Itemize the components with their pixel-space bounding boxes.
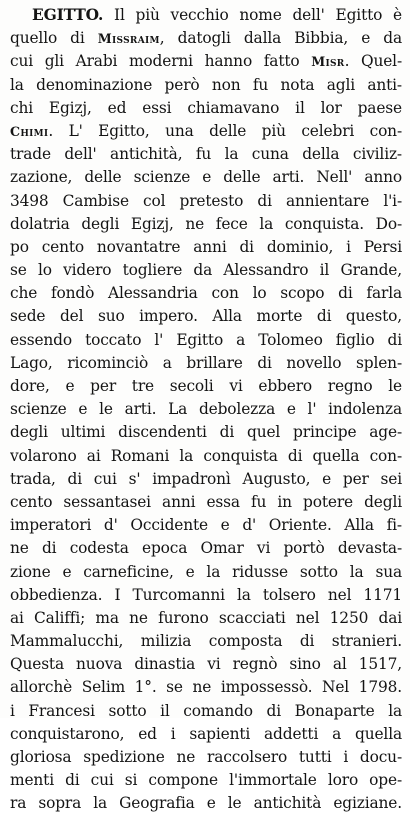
text-segment: essendo toccato l' Egitto a Tolomeo figlio di — [10, 330, 402, 349]
text-line — [10, 97, 402, 120]
small-caps-term: Chimi — [10, 123, 49, 139]
text-segment: se lo videro togliere da Alessandro il Grande, — [10, 261, 402, 280]
text-line — [10, 700, 402, 723]
text-segment: menti di cui si compone l'immortale loro ope- — [10, 771, 402, 790]
text-line — [10, 769, 402, 792]
text-line — [10, 723, 402, 746]
text-segment: cui gli Arabi moderni hanno fatto — [10, 52, 312, 71]
text-line — [10, 421, 402, 444]
text-segment: po cento novantatre anni di dominio, i Persi — [10, 237, 402, 256]
text-line — [10, 630, 402, 653]
text-segment: . Quel- — [344, 52, 402, 71]
text-segment: ra sopra la Geografia e le antichità egiziane. — [10, 794, 402, 813]
text-segment: cento sessantasei anni essa fu in potere degli — [10, 492, 402, 511]
text-line — [10, 607, 402, 630]
text-line — [10, 792, 402, 815]
text-line — [10, 514, 402, 537]
text-segment: , datogli dalla Bibbia, e da — [159, 29, 402, 48]
text-line — [10, 491, 402, 514]
text-line — [10, 74, 402, 97]
text-line — [10, 352, 402, 375]
text-line — [10, 305, 402, 328]
text-line — [10, 445, 402, 468]
article-egitto — [10, 4, 402, 816]
small-caps-term: Misr — [311, 54, 345, 70]
text-line — [10, 282, 402, 305]
text-line — [10, 143, 402, 166]
text-segment: quello di — [10, 29, 98, 48]
text-line — [10, 213, 402, 236]
text-line — [10, 27, 402, 50]
text-line — [10, 4, 402, 27]
text-segment: i Francesi sotto il comando di Bonaparte la — [10, 701, 402, 720]
text-line — [10, 676, 402, 699]
text-segment: volarono ai Romani la conquista di quella con- — [10, 446, 402, 465]
text-segment: zazione, delle scienze e delle arti. Nell' anno — [10, 168, 402, 187]
text-segment: degli ultimi discendenti di quel principe age- — [10, 423, 402, 442]
text-segment: 3498 Cambise col pretesto di annientare l'i- — [10, 191, 402, 210]
text-segment: la denominazione però non fu nota agli anti- — [10, 75, 402, 94]
text-line — [10, 259, 402, 282]
text-line — [10, 561, 402, 584]
text-line — [10, 166, 402, 189]
text-line — [10, 375, 402, 398]
text-segment: Mammalucchi, milizia composta di stranieri. — [10, 632, 402, 651]
text-segment: Lago, ricominciò a brillare di novello splen- — [10, 353, 402, 372]
text-segment: zione e carneficine, e la ridusse sotto la sua — [10, 562, 402, 581]
text-segment: chi Egizj, ed essi chiamavano il lor paese — [10, 98, 402, 117]
text-line — [10, 653, 402, 676]
text-segment: conquistarono, ed i sapienti addetti a quella — [10, 724, 402, 743]
text-line — [10, 537, 402, 560]
text-line — [10, 746, 402, 769]
article-heading: EGITTO. — [32, 6, 104, 24]
small-caps-term: Missraim — [97, 31, 160, 47]
text-line — [10, 584, 402, 607]
text-line — [10, 190, 402, 213]
text-line — [10, 120, 402, 143]
text-line — [10, 236, 402, 259]
text-segment: imperatori d' Occidente e d' Oriente. Alla fi- — [10, 516, 402, 535]
text-segment: dolatria degli Egizj, ne fece la conquista. Do- — [10, 214, 402, 233]
text-segment: obbedienza. I Turcomanni la tolsero nel 1171 — [10, 585, 402, 604]
text-segment: sede del suo impero. Alla morte di questo, — [10, 307, 402, 326]
text-segment: trade dell' antichità, fu la cuna della civiliz- — [10, 145, 402, 164]
text-line — [10, 50, 402, 73]
text-segment: allorchè Selim 1°. se ne impossessò. Nel 1798. — [10, 678, 402, 697]
text-segment: che fondò Alessandria con lo scopo di farla — [10, 284, 402, 303]
text-segment: dore, e per tre secoli vi ebbero regno le — [10, 377, 402, 395]
text-line — [10, 398, 402, 421]
text-segment: scienze e le arti. La debolezza e l' indolenza — [10, 400, 402, 419]
text-segment: . L' Egitto, una delle più celebri con- — [48, 121, 402, 140]
text-line — [10, 468, 402, 491]
text-line — [10, 329, 402, 352]
text-segment: Il più vecchio nome dell' Egitto è — [114, 6, 402, 24]
text-segment: ne di codesta epoca Omar vi portò devasta- — [10, 539, 402, 558]
text-segment: gloriosa spedizione ne raccolsero tutti i docu- — [10, 748, 402, 766]
text-segment: trada, di cui s' impadronì Augusto, e per sei — [10, 469, 402, 488]
text-segment: ai Califfi; ma ne furono scacciati nel 1250 dai — [10, 608, 402, 627]
text-segment: Questa nuova dinastia vi regnò sino al 1517, — [10, 655, 402, 674]
